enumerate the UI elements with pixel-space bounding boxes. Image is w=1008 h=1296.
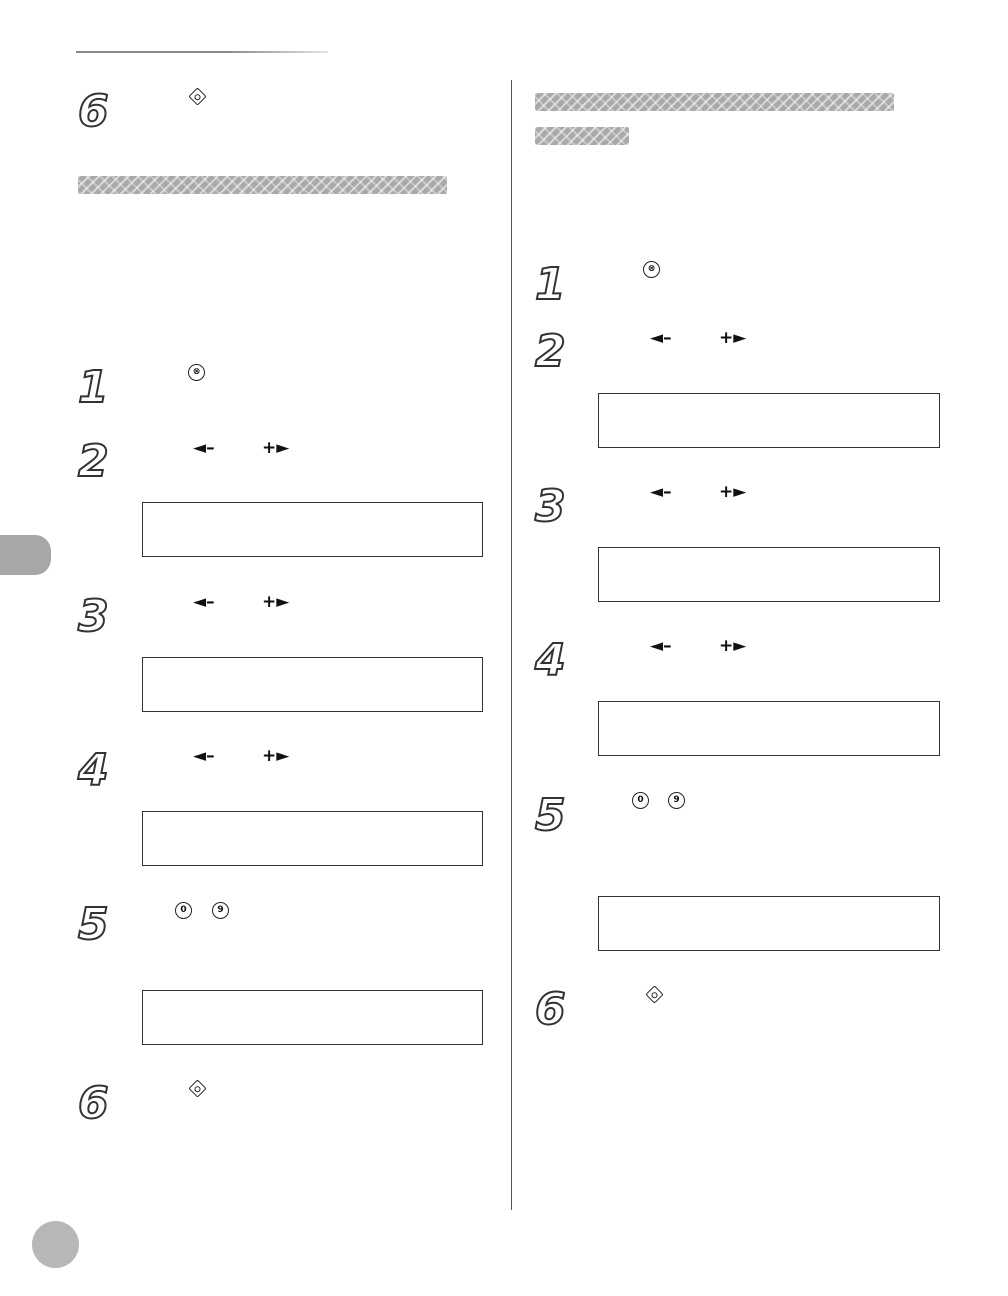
lcd-display [142, 811, 483, 866]
lcd-display [142, 502, 483, 557]
stop-key-icon [188, 87, 206, 105]
plus-key-icon: +► [262, 746, 290, 766]
zero-key-icon: 0 [632, 792, 649, 809]
lcd-display [598, 701, 940, 756]
plus-key-icon: +► [719, 328, 747, 348]
stop-key-icon [188, 1079, 206, 1097]
section-heading-bar-line-2 [535, 127, 629, 145]
step-number: 1 [535, 259, 566, 310]
section-heading-bar [78, 176, 447, 194]
step-number: 5 [78, 899, 109, 950]
step-number: 4 [535, 635, 566, 686]
section-heading-bar [535, 93, 894, 111]
step-number: 5 [535, 790, 566, 841]
step-number: 3 [535, 481, 566, 532]
nine-key-icon: 9 [668, 792, 685, 809]
lcd-display [142, 990, 483, 1045]
step-number: 2 [78, 436, 109, 487]
lcd-display [598, 896, 940, 951]
minus-key-icon: ◄– [193, 592, 215, 612]
menu-key-icon: ⊗ [188, 364, 205, 381]
plus-key-icon: +► [262, 592, 290, 612]
nine-key-icon: 9 [212, 902, 229, 919]
menu-key-icon: ⊗ [643, 261, 660, 278]
page-number-circle [32, 1221, 79, 1268]
minus-key-icon: ◄– [193, 746, 215, 766]
step-number: 6 [78, 86, 109, 137]
plus-key-icon: +► [719, 636, 747, 656]
plus-key-icon: +► [262, 438, 290, 458]
minus-key-icon: ◄– [650, 482, 672, 502]
lcd-display [598, 547, 940, 602]
lcd-display [142, 657, 483, 712]
stop-key-icon [645, 985, 663, 1003]
minus-key-icon: ◄– [193, 438, 215, 458]
column-divider [511, 80, 512, 1210]
minus-key-icon: ◄– [650, 328, 672, 348]
minus-key-icon: ◄– [650, 636, 672, 656]
step-number: 4 [78, 745, 109, 796]
zero-key-icon: 0 [175, 902, 192, 919]
top-rule [76, 51, 328, 53]
lcd-display [598, 393, 940, 448]
step-number: 2 [535, 326, 566, 377]
step-number: 6 [535, 984, 566, 1035]
step-number: 1 [78, 362, 109, 413]
plus-key-icon: +► [719, 482, 747, 502]
chapter-tab [0, 535, 51, 575]
step-number: 6 [78, 1078, 109, 1129]
step-number: 3 [78, 591, 109, 642]
